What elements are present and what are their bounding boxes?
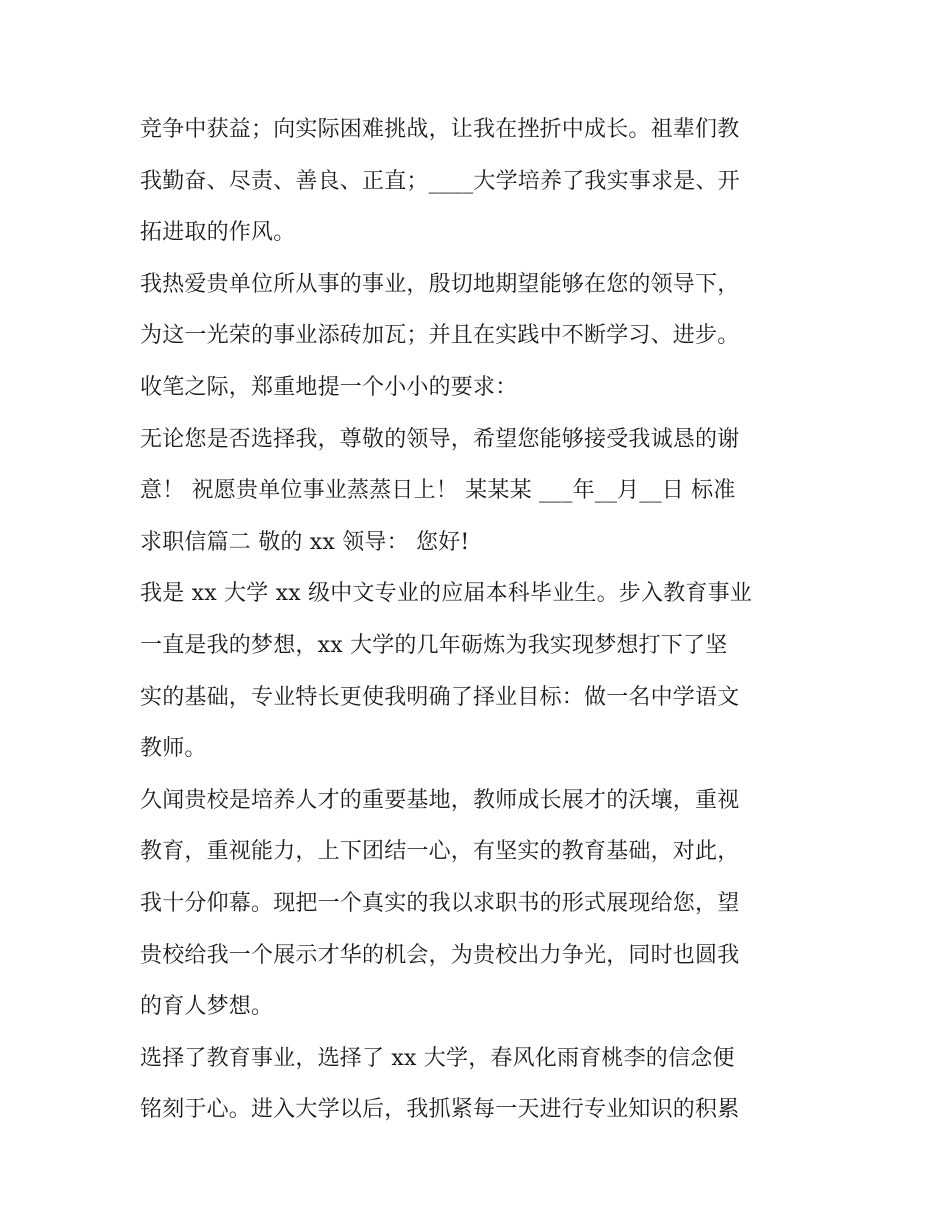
text-line: 教师。 xyxy=(140,736,207,762)
text-line: 竞争中获益；向实际困难挑战，让我在挫折中成长。祖辈们教 xyxy=(140,117,740,142)
text-line: 教育，重视能力，上下团结一心，有坚实的教育基础，对此， xyxy=(140,839,740,865)
text-line: 无论您是否选择我，尊敬的领导，希望您能够接受我诚恳的谢 xyxy=(140,426,740,452)
text-line: 一直是我的梦想，xx 大学的几年砺炼为我实现梦想打下了坚 xyxy=(140,632,728,658)
paragraph-6 xyxy=(140,1033,820,1136)
text-line: 我热爱贵单位所从事的事业，殷切地期望能够在您的领导下， xyxy=(140,271,740,297)
document-body xyxy=(140,104,820,1136)
text-line: 实的基础，专业特长更使我明确了择业目标：做一名中学语文 xyxy=(140,684,740,710)
paragraph-5 xyxy=(140,775,820,1033)
paragraph-1 xyxy=(140,104,820,259)
text-line: 贵校给我一个展示才华的机会，为贵校出力争光，同时也圆我 xyxy=(140,942,740,968)
text-line: 铭刻于心。进入大学以后，我抓紧每一天进行专业知识的积累 xyxy=(140,1097,740,1123)
paragraph-3 xyxy=(140,414,820,569)
text-line: 求职信篇二 敬的 xx 领导： 您好! xyxy=(140,529,470,555)
text-line: 为这一光荣的事业添砖加瓦；并且在实践中不断学习、进步。 xyxy=(140,323,740,349)
text-line: 意！ 祝愿贵单位事业蒸蒸日上！ 某某某 ___年__月__日 标准 xyxy=(140,478,736,504)
paragraph-4 xyxy=(140,568,820,774)
text-line: 的育人梦想。 xyxy=(140,994,274,1020)
text-line: 我勤奋、尽责、善良、正直；____大学培养了我实事求是、开 xyxy=(140,168,740,194)
text-line: 收笔之际，郑重地提一个小小的要求： xyxy=(140,374,518,400)
text-line: 我是 xx 大学 xx 级中文专业的应届本科毕业生。步入教育事业 xyxy=(140,581,753,607)
text-line: 拓进取的作风。 xyxy=(140,220,296,246)
text-line: 选择了教育事业，选择了 xx 大学，春风化雨育桃李的信念便 xyxy=(140,1045,735,1071)
text-line: 我十分仰幕。现把一个真实的我以求职书的形式展现给您，望 xyxy=(140,890,740,916)
paragraph-2 xyxy=(140,259,820,414)
text-line: 久闻贵校是培养人才的重要基地，教师成长展才的沃壤，重视 xyxy=(140,787,740,813)
